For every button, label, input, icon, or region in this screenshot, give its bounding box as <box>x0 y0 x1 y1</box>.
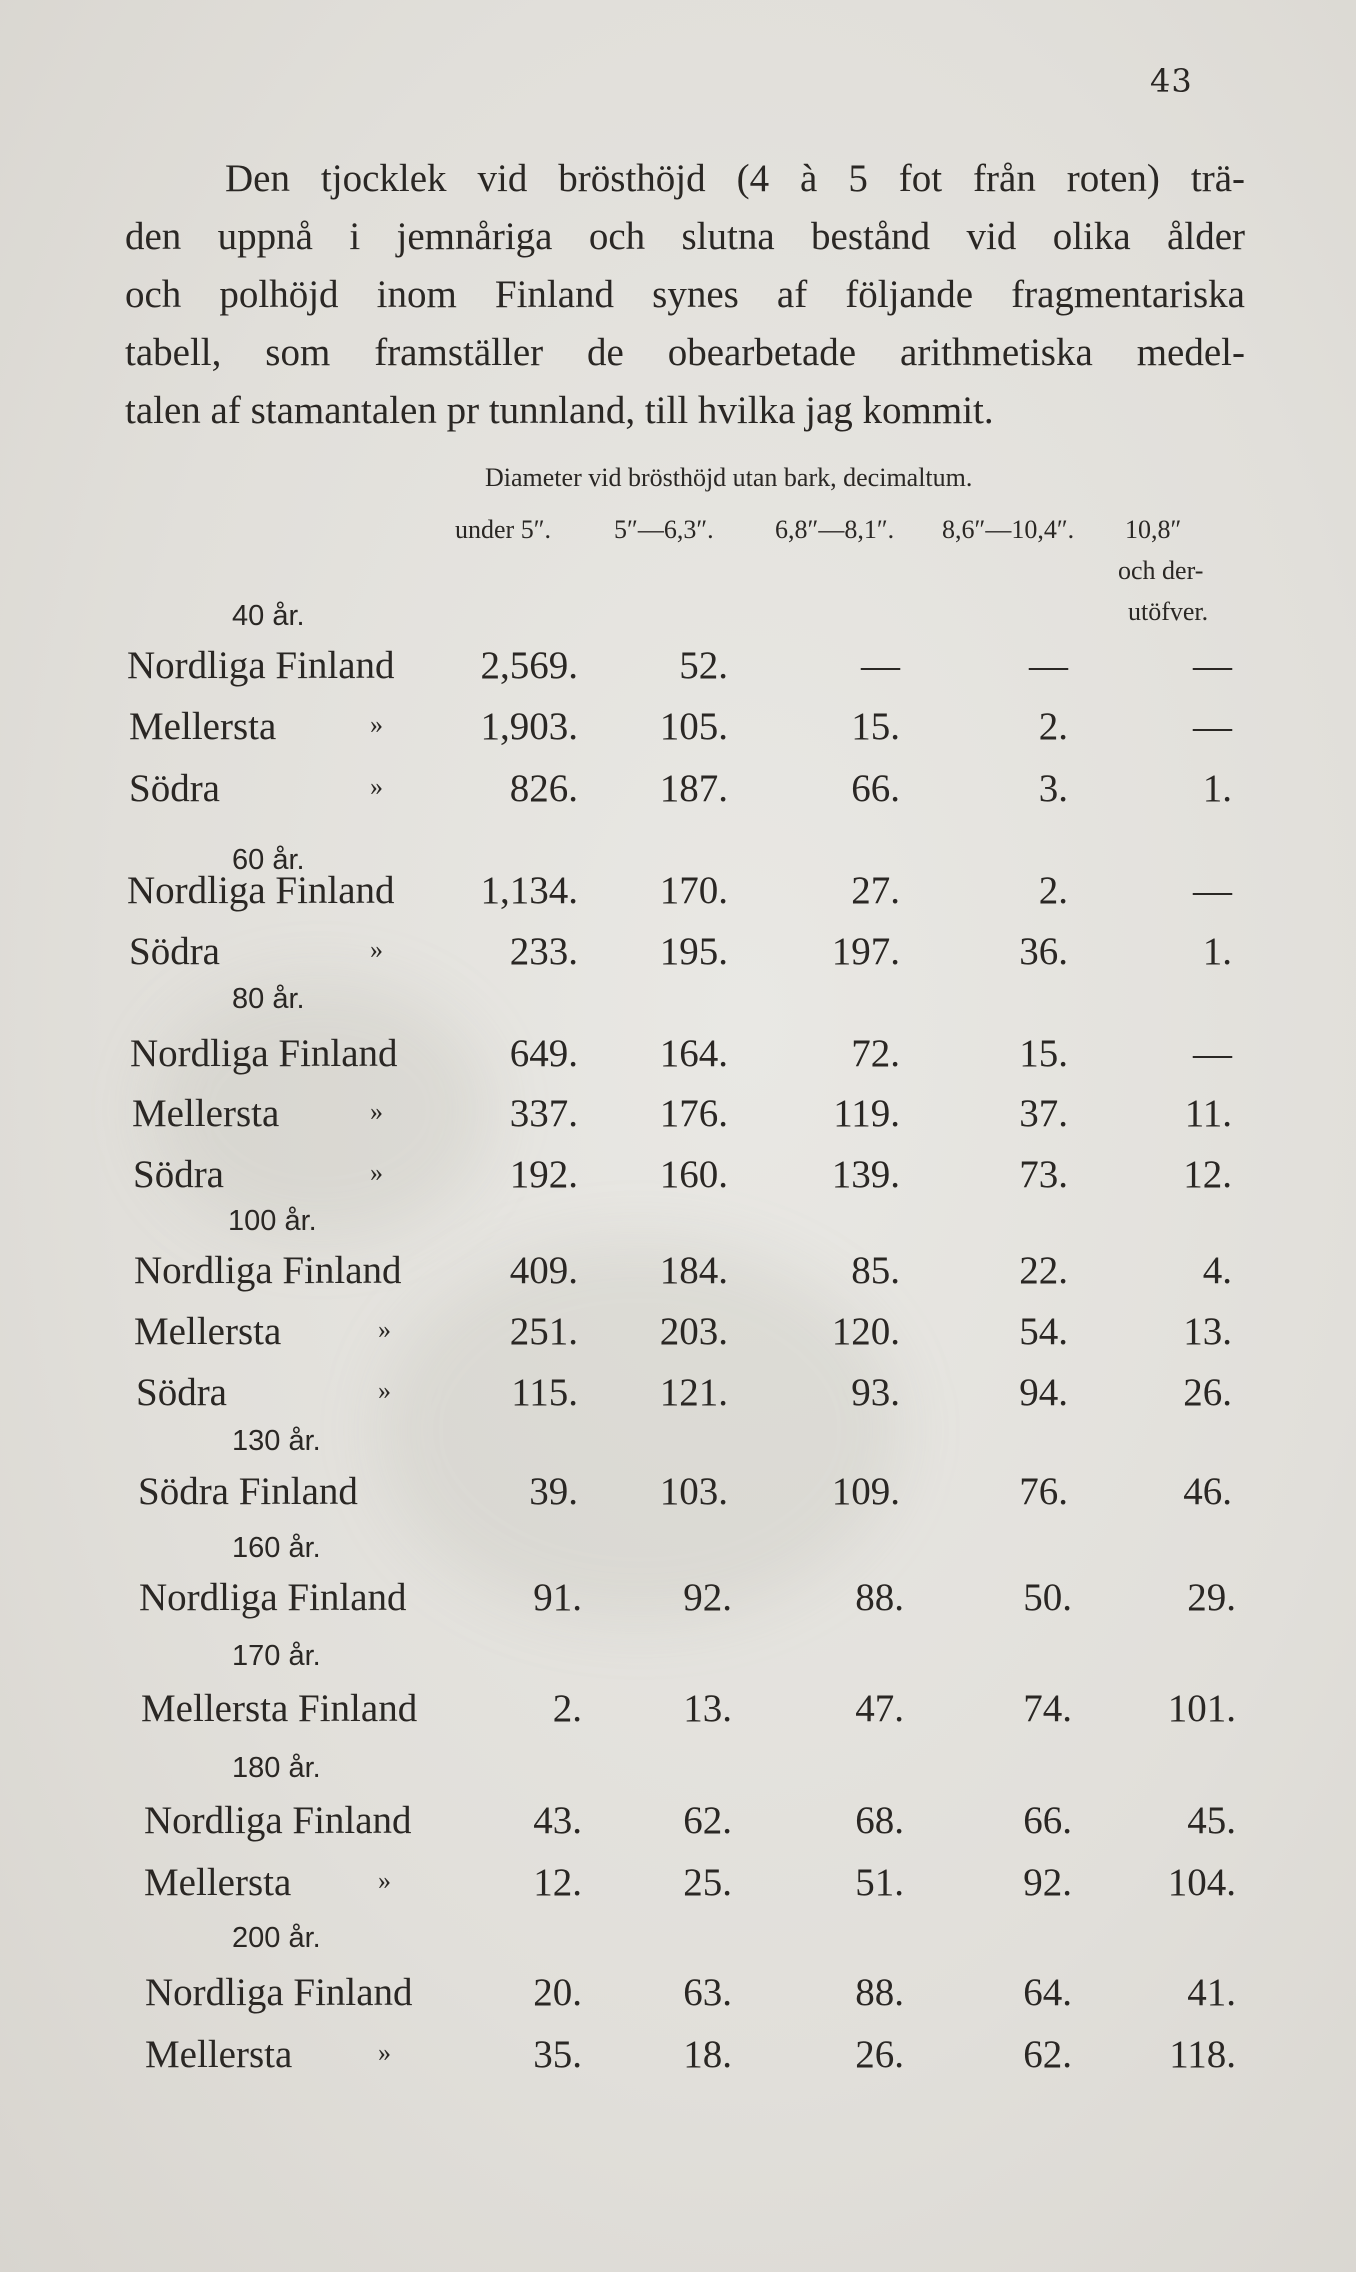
table-cell: 115. <box>511 1371 578 1414</box>
table-cell: 1. <box>1202 767 1232 810</box>
table-cell: 118. <box>1169 2033 1236 2076</box>
column-header-5-6-3: 5″—6,3″. <box>614 515 714 544</box>
age-heading: 60 år. <box>232 844 305 876</box>
column-header-10-8: 10,8″ <box>1125 515 1182 544</box>
table-cell: 85. <box>851 1249 900 1292</box>
table-cell: 139. <box>831 1153 900 1196</box>
age-heading: 200 år. <box>232 1922 321 1954</box>
table-cell: 195. <box>659 930 728 973</box>
table-cell: 164. <box>659 1032 728 1075</box>
table-row <box>0 1091 1356 1141</box>
table-cell: 76. <box>1019 1470 1068 1513</box>
region-label: Nordliga Finland <box>145 1971 413 2014</box>
ditto-mark: » <box>378 1315 391 1344</box>
table-cell: 233. <box>509 930 578 973</box>
table-row <box>0 868 1356 918</box>
table-cell: 121. <box>659 1371 728 1414</box>
table-cell: 66. <box>851 767 900 810</box>
table-cell: 62. <box>683 1799 732 1842</box>
table-row <box>0 1370 1356 1420</box>
table-cell: 92. <box>1023 1861 1072 1904</box>
table-cell: 251. <box>509 1310 578 1353</box>
age-heading: 100 år. <box>228 1205 317 1237</box>
table-cell: 2. <box>1038 705 1068 748</box>
table-row <box>0 766 1356 816</box>
paragraph-line: Den tjocklek vid brösthöjd (4 à 5 fot från roten) trä- <box>225 157 1245 200</box>
table-cell: 54. <box>1019 1310 1068 1353</box>
age-heading: 130 år. <box>232 1425 321 1457</box>
table-cell: 409. <box>509 1249 578 1292</box>
table-cell: — <box>1193 1032 1232 1075</box>
table-cell: — <box>1193 705 1232 748</box>
table-cell: 26. <box>855 2033 904 2076</box>
age-heading: 180 år. <box>232 1752 321 1784</box>
table-cell: 105. <box>659 705 728 748</box>
age-heading: 40 år. <box>232 600 305 632</box>
table-row <box>0 1152 1356 1202</box>
region-label: Nordliga Finland <box>127 644 395 687</box>
table-cell: 43. <box>533 1799 582 1842</box>
region-label: Södra Finland <box>138 1470 358 1513</box>
table-cell: 88. <box>855 1971 904 2014</box>
ditto-mark: » <box>370 710 383 739</box>
table-cell: — <box>1193 644 1232 687</box>
table-cell: 337. <box>509 1092 578 1135</box>
region-label: Nordliga Finland <box>127 869 395 912</box>
table-row <box>0 2032 1356 2082</box>
ditto-mark: » <box>370 935 383 964</box>
table-cell: 88. <box>855 1576 904 1619</box>
age-heading: 160 år. <box>232 1532 321 1564</box>
region-label: Mellersta <box>129 705 277 748</box>
table-cell: 170. <box>659 869 728 912</box>
table-cell: 1. <box>1202 930 1232 973</box>
paragraph-line: och polhöjd inom Finland synes af följande fragmentariska <box>125 273 1245 316</box>
age-heading: 80 år. <box>232 983 305 1015</box>
region-label: Nordliga Finland <box>139 1576 407 1619</box>
table-cell: 64. <box>1023 1971 1072 2014</box>
table-cell: 92. <box>683 1576 732 1619</box>
table-cell: 11. <box>1184 1092 1232 1135</box>
paragraph-line: tabell, som framställer de obearbetade arithmetiska medel- <box>125 331 1245 374</box>
column-header-10-8-cont: utöfver. <box>1128 597 1209 626</box>
table-caption: Diameter vid brösthöjd utan bark, decimaltum. <box>485 463 973 492</box>
table-cell: 160. <box>659 1153 728 1196</box>
table-cell: 52. <box>679 644 728 687</box>
ditto-mark: » <box>378 1866 391 1895</box>
table-cell: 27. <box>851 869 900 912</box>
region-label: Mellersta <box>132 1092 280 1135</box>
column-header-10-8-cont: och der- <box>1118 556 1204 585</box>
column-header-6-8-8-1: 6,8″—8,1″. <box>775 515 895 544</box>
table-cell: 22. <box>1019 1249 1068 1292</box>
paragraph-line: talen af stamantalen pr tunnland, till hvilka jag kommit. <box>125 389 994 432</box>
region-label: Södra <box>133 1153 224 1196</box>
table-cell: 184. <box>659 1249 728 1292</box>
table-cell: 35. <box>533 2033 582 2076</box>
region-label: Mellersta <box>145 2033 293 2076</box>
table-cell: 203. <box>659 1310 728 1353</box>
ditto-mark: » <box>370 1097 383 1126</box>
table-cell: 68. <box>855 1799 904 1842</box>
table-row <box>0 1970 1356 2020</box>
table-cell: 4. <box>1202 1249 1232 1292</box>
table-row <box>0 643 1356 693</box>
table-cell: — <box>1193 869 1232 912</box>
region-label: Nordliga Finland <box>130 1032 398 1075</box>
table-cell: 120. <box>831 1310 900 1353</box>
intro-paragraph <box>125 150 1245 440</box>
column-header-under-5: under 5″. <box>455 515 552 544</box>
table-row <box>0 704 1356 754</box>
table-cell: 26. <box>1183 1371 1232 1414</box>
region-label: Södra <box>136 1371 227 1414</box>
table-cell: 36. <box>1019 930 1068 973</box>
table-cell: 13. <box>1183 1310 1232 1353</box>
table-cell: 104. <box>1167 1861 1236 1904</box>
ditto-mark: » <box>378 1376 391 1405</box>
table-cell: 1,903. <box>480 705 578 748</box>
table-cell: 2. <box>1038 869 1068 912</box>
region-label: Mellersta Finland <box>141 1687 418 1730</box>
table-cell: 15. <box>851 705 900 748</box>
table-row <box>0 1575 1356 1625</box>
table-cell: 50. <box>1023 1576 1072 1619</box>
table-cell: 101. <box>1167 1687 1236 1730</box>
table-cell: 12. <box>533 1861 582 1904</box>
table-cell: 41. <box>1187 1971 1236 2014</box>
table-cell: — <box>1029 644 1068 687</box>
table-cell: 39. <box>529 1470 578 1513</box>
table-cell: 3. <box>1038 767 1068 810</box>
table-cell: 119. <box>833 1092 900 1135</box>
table-row <box>0 1798 1356 1848</box>
table-cell: 187. <box>659 767 728 810</box>
paragraph-line: den uppnå i jemnåriga och slutna bestånd vid olika ålder <box>125 215 1245 258</box>
table-cell: 1,134. <box>480 869 578 912</box>
table-cell: 18. <box>683 2033 732 2076</box>
region-label: Nordliga Finland <box>144 1799 412 1842</box>
table-row <box>0 1031 1356 1081</box>
table-cell: 51. <box>855 1861 904 1904</box>
table-cell: 176. <box>659 1092 728 1135</box>
table-cell: 46. <box>1183 1470 1232 1513</box>
table-cell: 103. <box>659 1470 728 1513</box>
table-cell: 72. <box>851 1032 900 1075</box>
column-header-8-6-10-4: 8,6″—10,4″. <box>942 515 1075 544</box>
table-cell: 15. <box>1019 1032 1068 1075</box>
table-cell: — <box>861 644 900 687</box>
region-label: Nordliga Finland <box>134 1249 402 1292</box>
table-cell: 197. <box>831 930 900 973</box>
table-cell: 94. <box>1019 1371 1068 1414</box>
table-row <box>0 1248 1356 1298</box>
table-row <box>0 929 1356 979</box>
region-label: Södra <box>129 930 220 973</box>
table-cell: 826. <box>509 767 578 810</box>
table-cell: 73. <box>1019 1153 1068 1196</box>
table-row <box>0 1309 1356 1359</box>
age-heading: 170 år. <box>232 1640 321 1672</box>
table-cell: 62. <box>1023 2033 1072 2076</box>
region-label: Mellersta <box>144 1861 292 1904</box>
table-cell: 66. <box>1023 1799 1072 1842</box>
table-cell: 2. <box>552 1687 582 1730</box>
table-cell: 2,569. <box>480 644 578 687</box>
table-cell: 13. <box>683 1687 732 1730</box>
ditto-mark: » <box>378 2038 391 2067</box>
table-row <box>0 1469 1356 1519</box>
region-label: Mellersta <box>134 1310 282 1353</box>
ditto-mark: » <box>370 772 383 801</box>
table-cell: 649. <box>509 1032 578 1075</box>
table-cell: 74. <box>1023 1687 1072 1730</box>
table-cell: 29. <box>1187 1576 1236 1619</box>
table-cell: 192. <box>509 1153 578 1196</box>
table-cell: 93. <box>851 1371 900 1414</box>
region-label: Södra <box>129 767 220 810</box>
table-cell: 91. <box>533 1576 582 1619</box>
table-cell: 63. <box>683 1971 732 2014</box>
table-cell: 109. <box>831 1470 900 1513</box>
table-cell: 12. <box>1183 1153 1232 1196</box>
ditto-mark: » <box>370 1158 383 1187</box>
table-row <box>0 1860 1356 1910</box>
table-cell: 47. <box>855 1687 904 1730</box>
table-cell: 37. <box>1019 1092 1068 1135</box>
table-cell: 25. <box>683 1861 732 1904</box>
table-row <box>0 1686 1356 1736</box>
page-number: 43 <box>1150 62 1193 100</box>
table-cell: 45. <box>1187 1799 1236 1842</box>
table-cell: 20. <box>533 1971 582 2014</box>
